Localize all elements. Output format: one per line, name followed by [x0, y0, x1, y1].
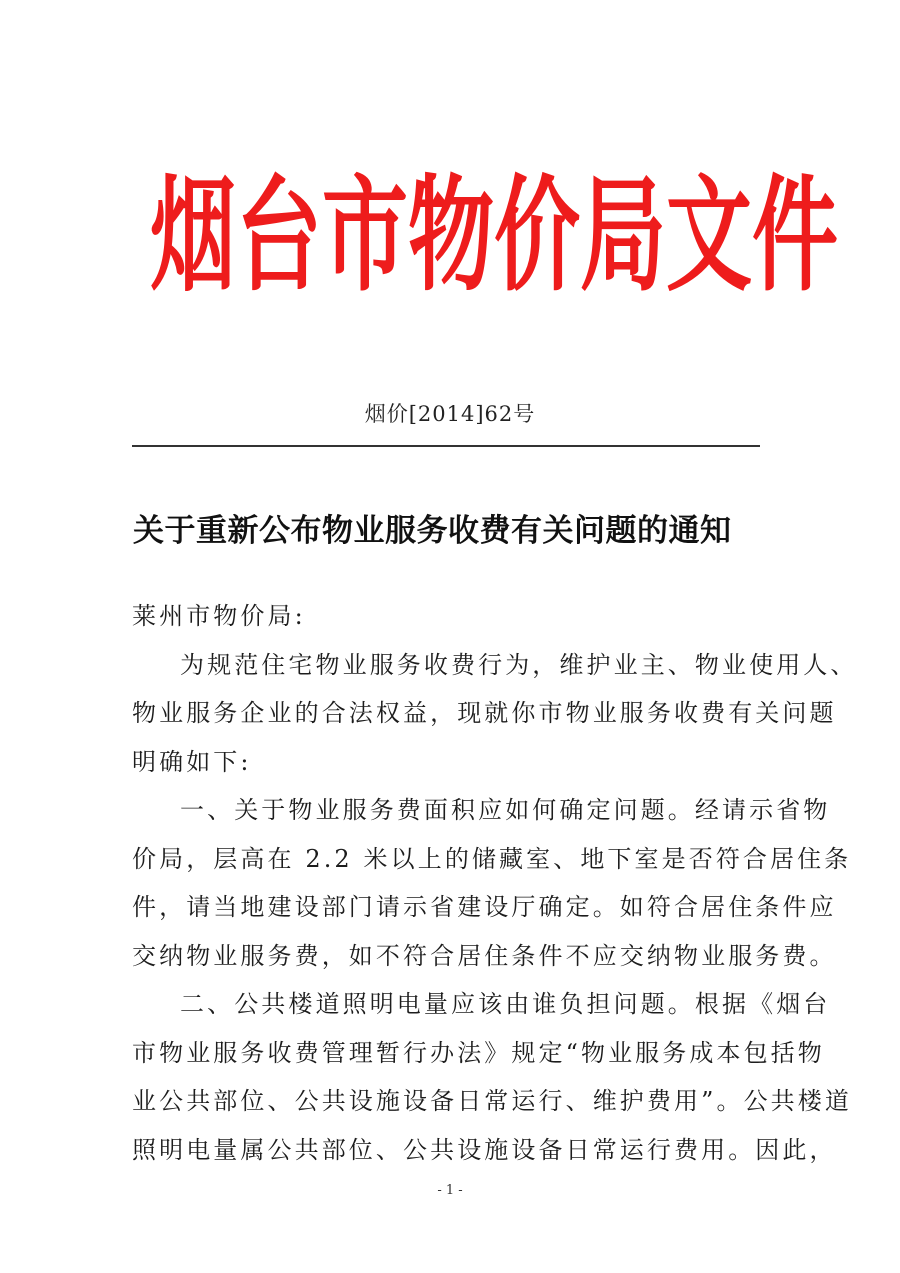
masthead-char: 物 — [408, 162, 494, 309]
document-title: 关于重新公布物业服务收费有关问题的通知 — [133, 513, 732, 549]
body-line: 价局，层高在 2.2 米以上的储藏室、地下室是否符合居住条 — [132, 844, 852, 873]
page-number: - 1 - — [437, 1183, 463, 1198]
body-line: 照明电量属公共部位、公共设施设备日常运行费用。因此， — [132, 1135, 837, 1164]
body-line: 明确如下: — [132, 747, 252, 776]
masthead-char: 局 — [580, 162, 666, 309]
body-line: 市物业服务收费管理暂行办法》规定“物业服务成本包括物 — [132, 1038, 825, 1067]
header-divider — [132, 445, 760, 447]
masthead-title — [150, 162, 838, 309]
body-line: 为规范住宅物业服务收费行为，维护业主、物业使用人、 — [180, 650, 858, 679]
masthead-char: 台 — [236, 162, 322, 309]
masthead-char: 烟 — [150, 162, 236, 309]
body-line: 二、公共楼道照明电量应该由谁负担问题。根据《烟台 — [180, 990, 831, 1018]
body-line: 交纳物业服务费，如不符合居住条件不应交纳物业服务费。 — [132, 941, 837, 970]
body-line: 业公共部位、公共设施设备日常运行、维护费用”。公共楼道 — [132, 1087, 852, 1115]
masthead-char: 价 — [494, 162, 580, 309]
masthead-char: 件 — [752, 162, 838, 309]
body-line: 一、关于物业服务费面积应如何确定问题。经请示省物 — [180, 796, 831, 824]
body-line: 件，请当地建设部门请示省建设厅确定。如符合居住条件应 — [132, 893, 837, 921]
body-line: 物业服务企业的合法权益，现就你市物业服务收费有关问题 — [132, 699, 837, 727]
masthead-char: 文 — [666, 162, 752, 309]
document-body — [132, 592, 858, 1174]
addressee: 莱州市物价局: — [132, 602, 306, 630]
masthead-char: 市 — [322, 162, 408, 309]
document-number: 烟价[2014]62号 — [364, 402, 536, 426]
